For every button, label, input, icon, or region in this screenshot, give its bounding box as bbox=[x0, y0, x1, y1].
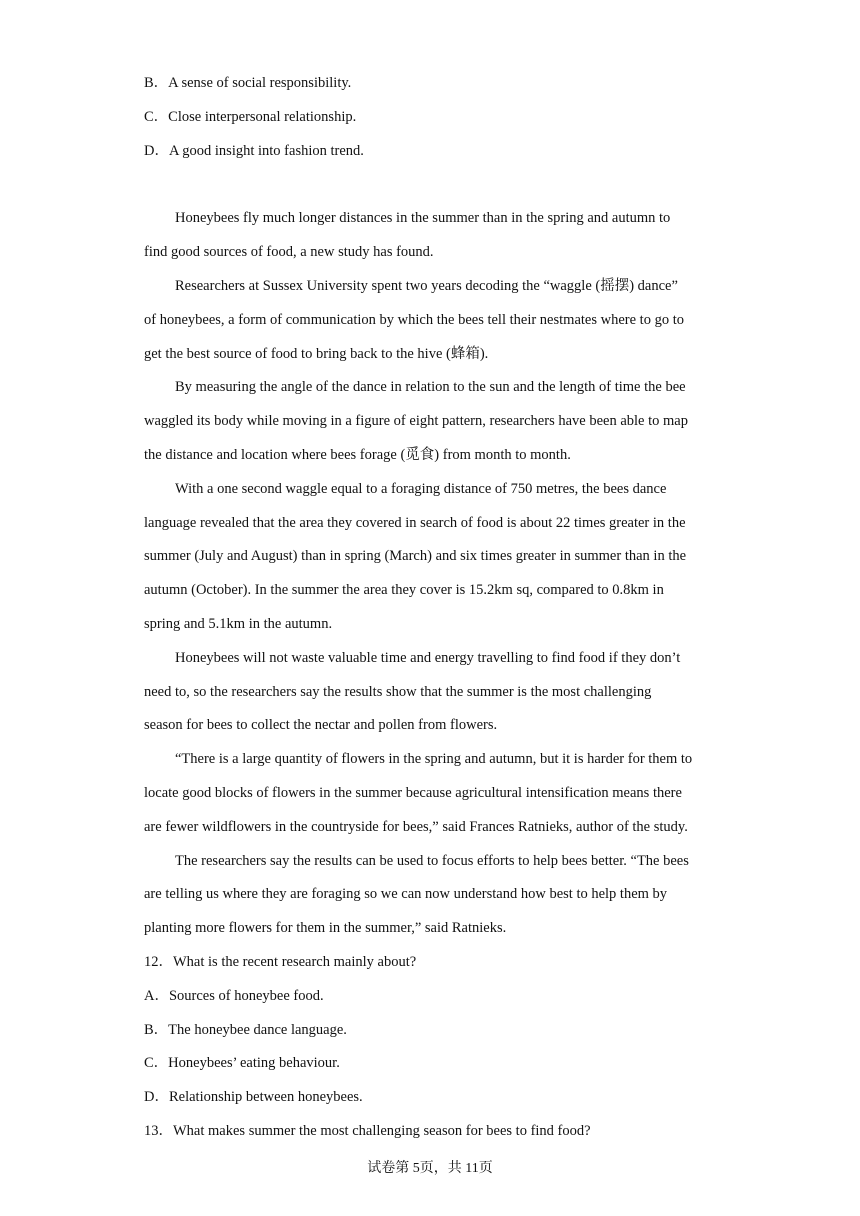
passage-line: The researchers say the results can be used to focus efforts to help bees better. “The bees bbox=[175, 853, 689, 869]
passage-line: With a one second waggle equal to a foraging distance of 750 metres, the bees dance bbox=[175, 481, 667, 497]
passage-line: need to, so the researchers say the results show that the summer is the most challenging bbox=[144, 684, 652, 700]
passage-line: Researchers at Sussex University spent two years decoding the “waggle (摇摆) dance” bbox=[175, 278, 678, 294]
passage-line: get the best source of food to bring back to the hive (蜂箱). bbox=[144, 346, 489, 362]
question-12-stem: 12．What is the recent research mainly about? bbox=[144, 954, 417, 970]
passage-line: “There is a large quantity of flowers in the spring and autumn, but it is harder for them to bbox=[175, 751, 693, 767]
page-footer: 试卷第 5页，共 11页 bbox=[367, 1161, 493, 1176]
passage-line: planting more flowers for them in the summer,” said Ratnieks. bbox=[144, 920, 507, 936]
q12-option-c: C．Honeybees’ eating behaviour. bbox=[144, 1055, 340, 1071]
passage-line: season for bees to collect the nectar and pollen from flowers. bbox=[144, 717, 498, 733]
passage-line: locate good blocks of flowers in the summer because agricultural intensification means there bbox=[144, 785, 682, 801]
passage-line: autumn (October). In the summer the area they cover is 15.2km sq, compared to 0.8km in bbox=[144, 582, 664, 598]
passage-line: the distance and location where bees forage (觅食) from month to month. bbox=[144, 447, 571, 463]
prev-option-b: B．A sense of social responsibility. bbox=[144, 75, 352, 91]
q12-option-d: D．Relationship between honeybees. bbox=[144, 1089, 363, 1105]
passage-line: waggled its body while moving in a figure of eight pattern, researchers have been able to map bbox=[144, 413, 688, 429]
passage-line: language revealed that the area they covered in search of food is about 22 times greater in the bbox=[144, 515, 686, 531]
q12-option-b: B．The honeybee dance language. bbox=[144, 1022, 347, 1038]
passage-line: of honeybees, a form of communication by which the bees tell their nestmates where to go to bbox=[144, 312, 684, 328]
passage-line: are fewer wildflowers in the countryside for bees,” said Frances Ratnieks, author of the study. bbox=[144, 819, 688, 835]
prev-option-d: D．A good insight into fashion trend. bbox=[144, 143, 364, 159]
question-13-stem: 13．What makes summer the most challenging season for bees to find food? bbox=[144, 1123, 591, 1139]
passage-line: summer (July and August) than in spring (March) and six times greater in summer than in the bbox=[144, 548, 687, 564]
passage-line: By measuring the angle of the dance in relation to the sun and the length of time the bee bbox=[175, 379, 686, 395]
passage-line: find good sources of food, a new study has found. bbox=[144, 244, 434, 260]
passage-line: Honeybees will not waste valuable time and energy travelling to find food if they don’t bbox=[175, 650, 681, 666]
q12-option-a: A．Sources of honeybee food. bbox=[144, 988, 324, 1004]
passage-line: spring and 5.1km in the autumn. bbox=[144, 616, 333, 632]
prev-option-c: C．Close interpersonal relationship. bbox=[144, 109, 357, 125]
passage-line: are telling us where they are foraging so we can now understand how best to help them by bbox=[144, 886, 668, 902]
passage-line: Honeybees fly much longer distances in the summer than in the spring and autumn to bbox=[175, 210, 671, 226]
